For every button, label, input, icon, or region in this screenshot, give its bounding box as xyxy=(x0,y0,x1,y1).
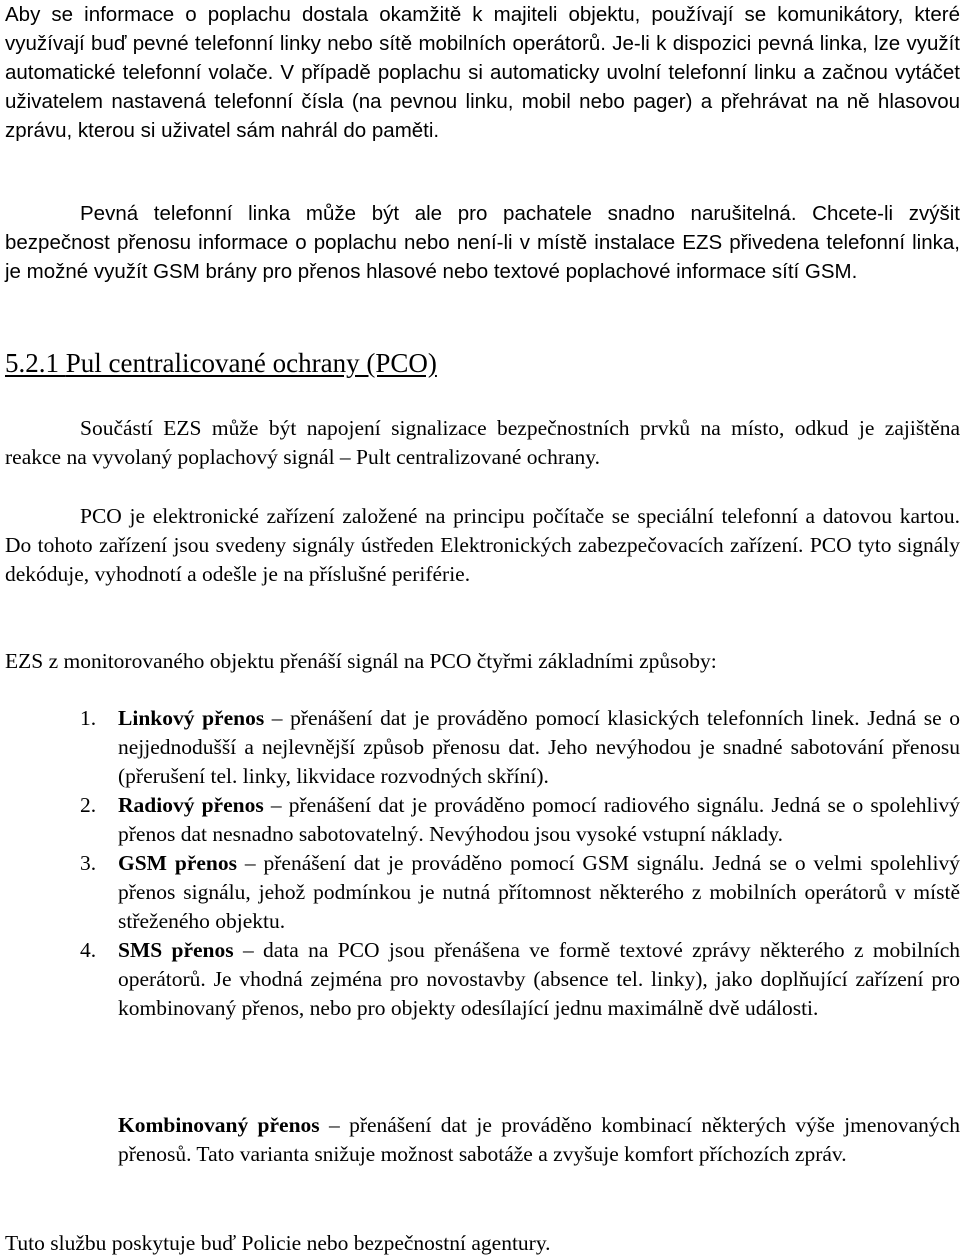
list-item-number: 1. xyxy=(80,706,97,730)
list-item-number: 2. xyxy=(80,793,97,817)
paragraph-service-provider: Tuto službu poskytuje buď Policie nebo bezpečnostní agentury. xyxy=(5,1231,551,1255)
transmission-methods-list xyxy=(5,704,960,1023)
list-item-text: – data na PCO jsou přenášena ve formě textové zprávy některého z mobilních operátorů. Je vhodná zejména pro novostavby (absence tel. linky), jako doplňující zařízení pro kombinovaný přenos, nebo pro objekty odesílající jednu maximálně dvě události. xyxy=(118,938,960,1020)
section-title: Pul centralicované ochrany (PCO) xyxy=(65,348,437,378)
list-item-text: – přenášení dat je prováděno pomocí radiového signálu. Jedná se o spolehlivý přenos dat nesnadno sabotovatelný. Nevýhodou jsou vysoké vstupní náklady. xyxy=(118,793,960,846)
list-item xyxy=(5,849,960,936)
paragraph-transmission-intro: EZS z monitorovaného objektu přenáší signál na PCO čtyřmi základními způsoby: xyxy=(5,649,717,673)
list-item-term: SMS přenos xyxy=(118,938,234,962)
combined-text: – přenášení dat je prováděno kombinací některých výše jmenovaných přenosů. Tato varianta snižuje možnost sabotáže a zvyšuje komfort příchozích zpráv. xyxy=(118,1113,960,1166)
list-item xyxy=(5,791,960,849)
paragraph-fixed-line-vulnerability: Pevná telefonní linka může být ale pro pachatele snadno narušitelná. Chcete-li zvýšit bezpečnost přenosu informace o poplachu nebo není-li v místě instalace EZS přivedena telefonní linka, je možné využít GSM brány pro přenos hlasové nebo textové poplachové informace sítí GSM. xyxy=(5,202,960,283)
list-item xyxy=(5,704,960,791)
paragraph-combined-transmission xyxy=(118,1111,960,1169)
section-heading xyxy=(5,346,437,380)
paragraph-ezs-connection: Součástí EZS může být napojení signalizace bezpečnostních prvků na místo, odkud je zajištěna reakce na vyvolaný poplachový signál – Pult centralizované ochrany. xyxy=(5,416,960,469)
list-item-term: GSM přenos xyxy=(118,851,237,875)
list-item-term: Radiový přenos xyxy=(118,793,264,817)
list-item-number: 3. xyxy=(80,851,97,875)
list-item-text: – přenášení dat je prováděno pomocí klasických telefonních linek. Jedná se o nejjednodušší a nejlevnější způsob přenosu dat. Jeho nevýhodou je snadné sabotování přenosu (přerušení tel. linky, likvidace rozvodných skříní). xyxy=(118,706,960,788)
section-number: 5.2.1 xyxy=(5,348,59,378)
paragraph-communicators: Aby se informace o poplachu dostala okamžitě k majiteli objektu, používají se komunikátory, které využívají buď pevné telefonní linky nebo sítě mobilních operátorů. Je-li k dispozici pevná linka, lze využít automatické telefonní volače. V případě poplachu si automaticky uvolní telefonní linku a začnou vytáčet uživatelem nastavená telefonní čísla (na pevnou linku, mobil nebo pager) a přehrávat na ně hlasovou zprávu, kterou si uživatel sám nahrál do paměti. xyxy=(5,3,960,142)
list-item xyxy=(5,936,960,1023)
combined-term: Kombinovaný přenos xyxy=(118,1113,320,1137)
list-item-number: 4. xyxy=(80,938,97,962)
list-item-term: Linkový přenos xyxy=(118,706,265,730)
paragraph-pco-description: PCO je elektronické zařízení založené na principu počítače se speciální telefonní a datovou kartou. Do tohoto zařízení jsou svedeny signály ústředen Elektronických zabezpečovacích zařízení. PCO tyto signály dekóduje, vyhodnotí a odešle je na příslušné periférie. xyxy=(5,504,960,586)
list-item-text: – přenášení dat je prováděno pomocí GSM signálu. Jedná se o velmi spolehlivý přenos signálu, jehož podmínkou je nutná přítomnost některého z mobilních operátorů v místě střeženého objektu. xyxy=(118,851,960,933)
